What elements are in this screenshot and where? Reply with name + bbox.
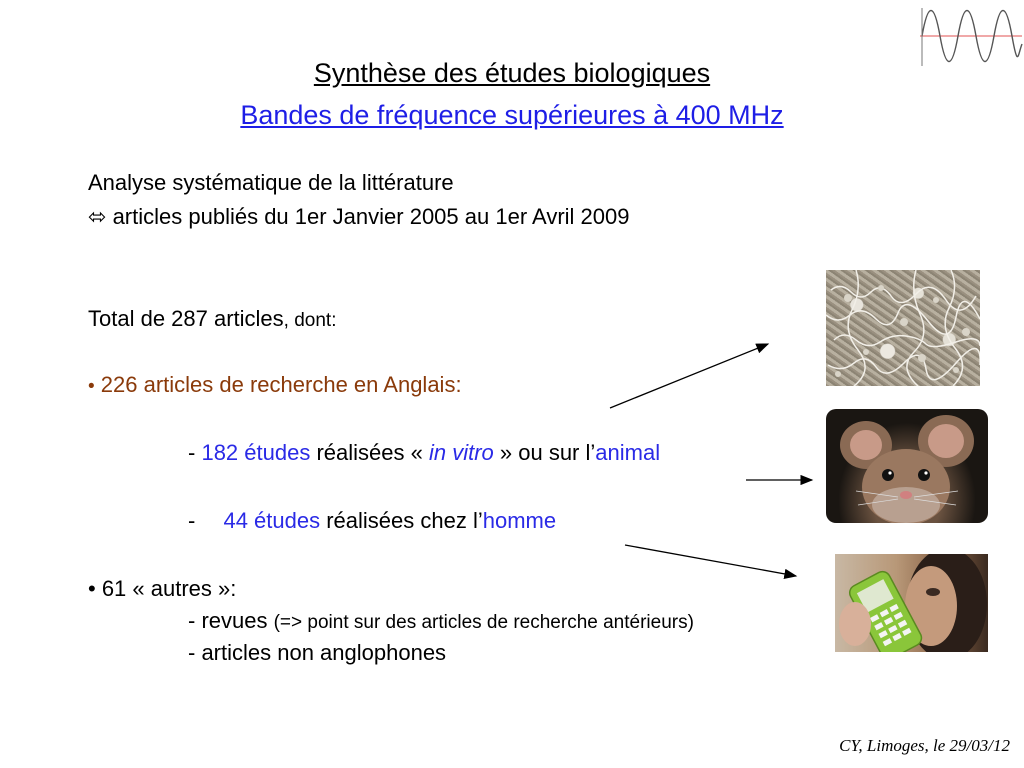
human-target: homme xyxy=(482,508,557,533)
human-middle: réalisées chez l’ xyxy=(326,508,483,533)
invitro-after: » ou sur l’ xyxy=(499,440,596,465)
arrow-to-cells-icon xyxy=(610,344,768,408)
invitro-target: animal xyxy=(595,440,661,465)
total-suffix: , dont: xyxy=(283,310,337,331)
reviews-detail: (=> point sur des articles de recherche antérieurs) xyxy=(273,612,694,633)
research-text: 226 articles de recherche en Anglais: xyxy=(100,372,462,397)
mouse-photo xyxy=(826,409,988,523)
intro-line: Analyse systématique de la littérature xyxy=(88,170,454,195)
cell-culture-photo xyxy=(826,270,980,386)
double-arrow-icon: ⬄ xyxy=(88,204,107,229)
mobile-phone-photo xyxy=(835,554,988,652)
page-subtitle: Bandes de fréquence supérieures à 400 MHz xyxy=(240,100,784,130)
reviews-label: - revues xyxy=(188,608,268,633)
bullet-icon: • xyxy=(88,376,95,397)
nonenglish-line: - articles non anglophones xyxy=(188,640,447,665)
invitro-term: in vitro xyxy=(428,440,494,465)
date-range-text: articles publiés du 1er Janvier 2005 au 1er Avril 2009 xyxy=(112,204,630,229)
page-title: Synthèse des études biologiques xyxy=(313,58,711,88)
human-count: 44 études xyxy=(223,508,321,533)
footer-credit: CY, Limoges, le 29/03/12 xyxy=(839,736,1010,755)
dash: - xyxy=(188,440,196,465)
arrow-to-phone-icon xyxy=(625,545,796,576)
dash: - xyxy=(188,508,196,533)
invitro-count: 182 études xyxy=(201,440,311,465)
others-line: • 61 « autres »: xyxy=(88,576,237,601)
total-main: Total de 287 articles xyxy=(88,306,284,331)
invitro-middle: réalisées « xyxy=(316,440,423,465)
